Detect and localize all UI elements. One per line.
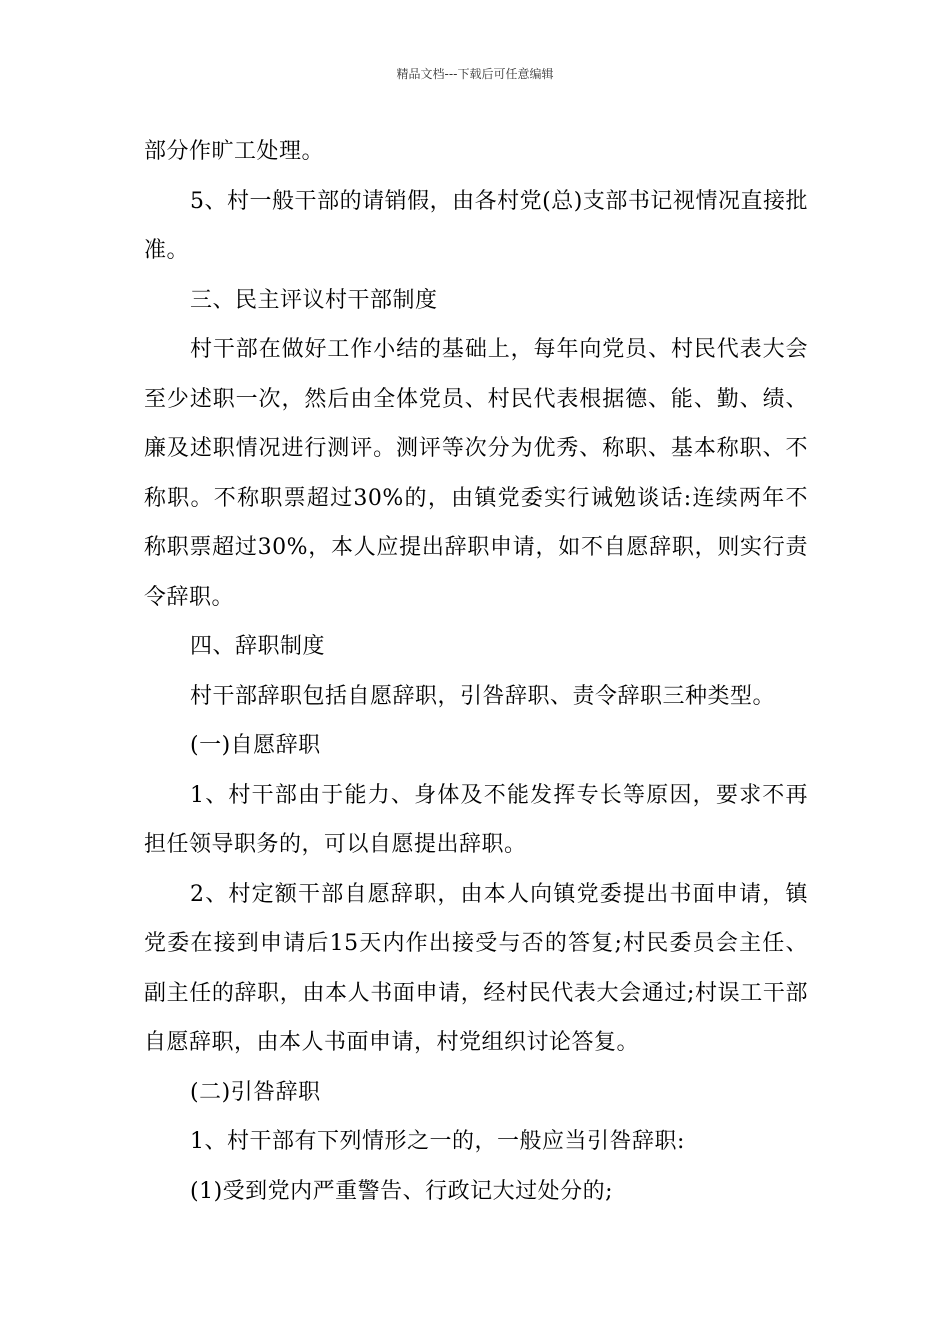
paragraph: 村干部辞职包括自愿辞职，引咎辞职、责令辞职三种类型。 [190,683,776,709]
paragraph: 2、村定额干部自愿辞职，由本人向镇党委提出书面申请，镇党委在接到申请后15天内作出接受与否的答复;村民委员会主任、副主任的辞职，由本人书面申请，经村民代表大会通过;村误工干部自愿辞职，由本人书面申请，村党组织讨论答复。 [144,881,808,1055]
page-header: 精品文档---下载后可任意编辑 [396,67,554,81]
paragraph: 村干部在做好工作小结的基础上，每年向党员、村民代表大会至少述职一次，然后由全体党员、村民代表根据德、能、勤、绩、廉及述职情况进行测评。测评等次分为优秀、称职、基本称职、不称职。不称职票超过30%的，由镇党委实行诫勉谈话:连续两年不称职票超过30%，本人应提出辞职申请，如不自愿辞职，则实行责令辞职。 [144,337,809,610]
paragraph: (1)受到党内严重警告、行政记大过处分的; [190,1178,614,1204]
paragraph: 1、村干部有下列情形之一的，一般应当引咎辞职: [190,1129,685,1154]
paragraph: 1、村干部由于能力、身体及不能发挥专长等原因，要求不再担任领导职务的，可以自愿提出辞职。 [144,782,808,857]
subsection-heading: (一)自愿辞职 [190,733,321,758]
section-heading: 四、辞职制度 [190,634,326,659]
paragraph: 5、村一般干部的请销假，由各村党(总)支部书记视情况直接批准。 [144,188,808,263]
paragraph: 部分作旷工处理。 [144,139,325,164]
section-heading: 三、民主评议村干部制度 [190,287,438,313]
subsection-heading: (二)引咎辞职 [190,1079,321,1105]
document-body [144,127,808,1216]
